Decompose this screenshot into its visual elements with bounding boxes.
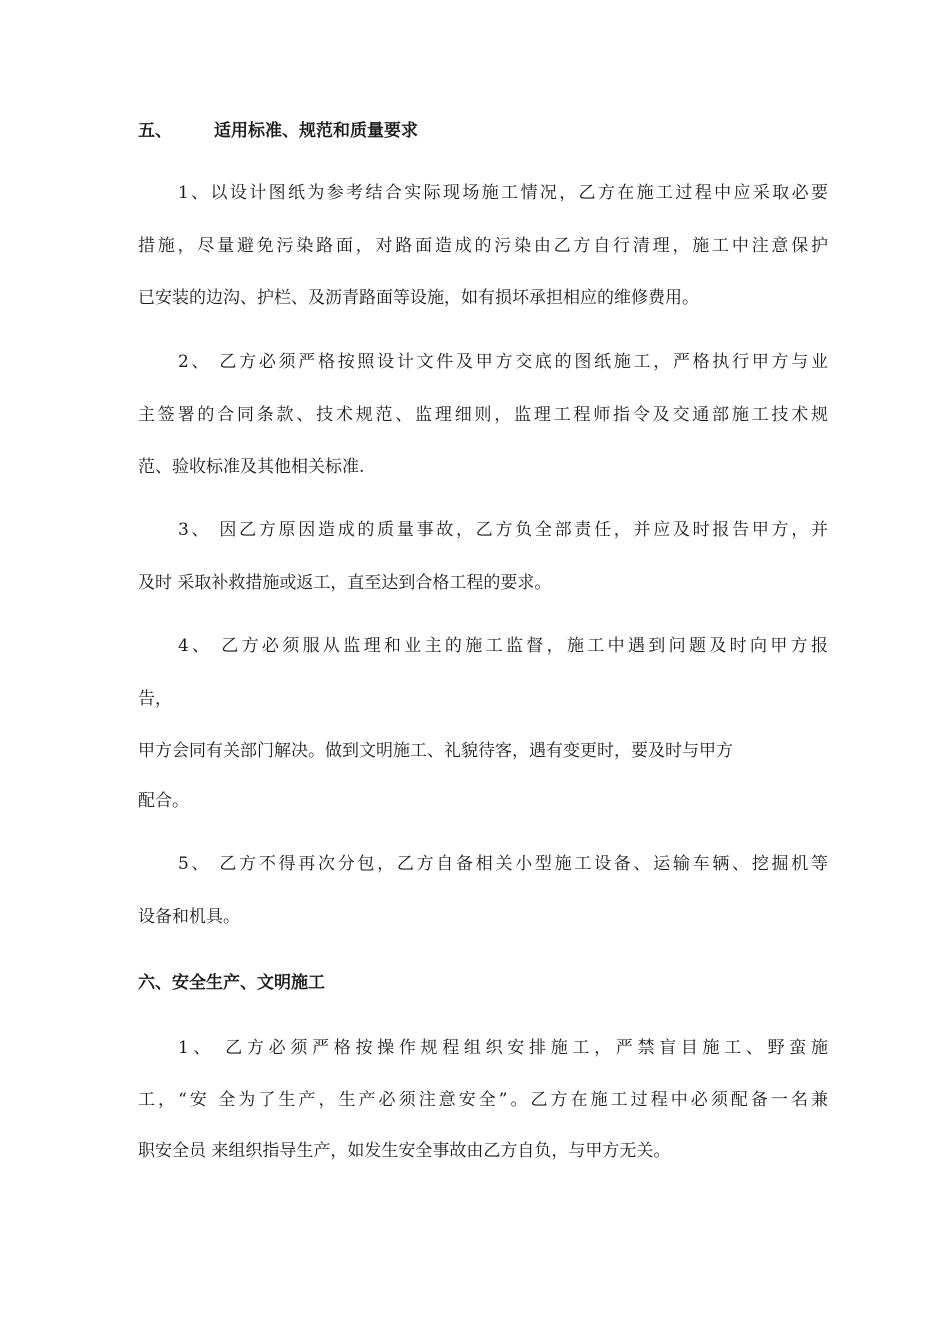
paragraph-line: 告， [138, 689, 172, 709]
paragraph-line: 2、 乙方必须严格按照设计文件及甲方交底的图纸施工，严格执行甲方与业 [178, 352, 828, 372]
paragraph-line: 配合。 [138, 791, 189, 811]
paragraph-line: 范、验收标准及其他相关标准. [138, 457, 365, 477]
paragraph-line: 甲方会同有关部门解决。做到文明施工、礼貌待客，遇有变更时，要及时与甲方 [138, 741, 733, 761]
section-number: 五、 [138, 121, 172, 141]
paragraph-line: 设备和机具。 [138, 907, 240, 927]
paragraph-line: 工，“安 全为了生产，生产必须注意安全”。乙方在施工过程中必须配备一名兼 [138, 1090, 828, 1110]
section-heading-6: 六、安全生产、文明施工 [138, 973, 325, 993]
paragraph-line: 1、 乙方必须严格按操作规程组织安排施工，严禁盲目施工、野蛮施 [178, 1038, 828, 1058]
section-title: 适用标准、规范和质量要求 [214, 121, 418, 141]
paragraph-line: 主签署的合同条款、技术规范、监理细则，监理工程师指令及交通部施工技术规 [138, 405, 828, 425]
paragraph-line: 及时 采取补救措施或返工，直至达到合格工程的要求。 [138, 573, 552, 593]
section-heading-5 [138, 119, 828, 143]
paragraph-line: 已安装的边沟、护栏、及沥青路面等设施，如有损坏承担相应的维修费用。 [138, 288, 699, 308]
paragraph-line: 4、 乙方必须服从监理和业主的施工监督，施工中遇到问题及时向甲方报 [178, 636, 828, 656]
paragraph-line: 5、 乙方不得再次分包，乙方自备相关小型施工设备、运输车辆、挖掘机等 [178, 854, 828, 874]
paragraph-line: 措施，尽量避免污染路面，对路面造成的污染由乙方自行清理，施工中注意保护 [138, 236, 828, 256]
paragraph-line: 3、 因乙方原因造成的质量事故，乙方负全部责任，并应及时报告甲方，并 [178, 520, 828, 540]
paragraph-line: 职安全员 来组织指导生产，如发生安全事故由乙方自负，与甲方无关。 [138, 1141, 671, 1161]
paragraph-line: 1、以设计图纸为参考结合实际现场施工情况，乙方在施工过程中应采取必要 [178, 183, 828, 203]
